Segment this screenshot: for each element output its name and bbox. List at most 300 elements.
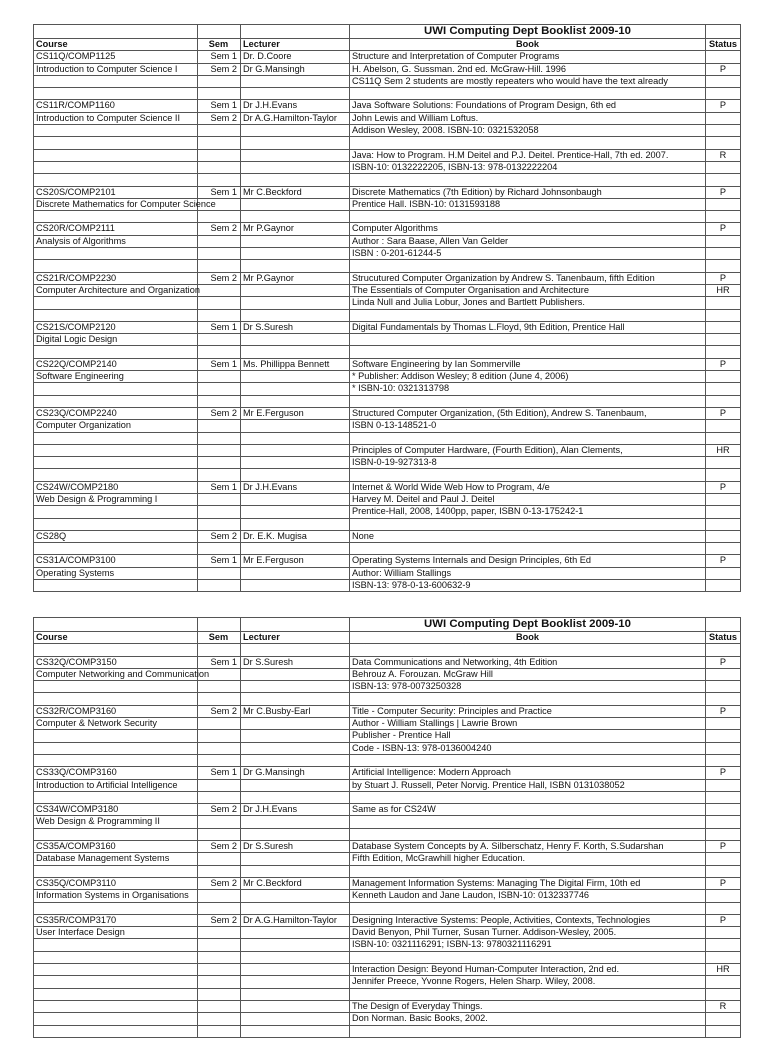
cell-lecturer — [241, 334, 350, 346]
table-row — [34, 371, 741, 383]
cell-status — [706, 457, 741, 469]
cell-status — [706, 334, 741, 346]
cell-status — [706, 309, 741, 321]
cell-status — [706, 681, 741, 693]
cell-book — [350, 211, 706, 223]
cell-status: P — [706, 186, 741, 198]
cell-status: P — [706, 63, 741, 75]
cell-status: P — [706, 656, 741, 668]
cell-status — [706, 951, 741, 963]
table-row — [34, 742, 741, 754]
cell-book: Designing Interactive Systems: People, Activities, Contexts, Technologies — [350, 914, 706, 926]
cell-status — [706, 927, 741, 939]
cell-book: Code - ISBN-13: 978-0136004240 — [350, 742, 706, 754]
table-row — [34, 656, 741, 668]
cell-lecturer — [241, 1000, 350, 1012]
table-row — [34, 198, 741, 210]
cell-course: CS22Q/COMP2140 — [34, 358, 198, 370]
table-row — [34, 481, 741, 493]
cell-status — [706, 137, 741, 149]
cell-status — [706, 693, 741, 705]
cell-sem — [198, 334, 241, 346]
cell-status — [706, 668, 741, 680]
cell-status: P — [706, 481, 741, 493]
cell-course: CS21S/COMP2120 — [34, 321, 198, 333]
cell-status: P — [706, 841, 741, 853]
cell-status — [706, 865, 741, 877]
cell-book — [350, 174, 706, 186]
cell-book: The Essentials of Computer Organisation and Architecture — [350, 284, 706, 296]
cell-book — [350, 828, 706, 840]
cell-status: P — [706, 100, 741, 112]
cell-course — [34, 297, 198, 309]
cell-course — [34, 518, 198, 530]
cell-status — [706, 260, 741, 272]
cell-lecturer — [241, 939, 350, 951]
cell-sem: Sem 2 — [198, 877, 241, 889]
cell-course — [34, 346, 198, 358]
cell-book — [350, 88, 706, 100]
cell-book — [350, 693, 706, 705]
cell-course — [34, 309, 198, 321]
cell-book — [350, 137, 706, 149]
cell-lecturer — [241, 198, 350, 210]
cell-book: Publisher - Prentice Hall — [350, 730, 706, 742]
cell-lecturer: Dr G.Mansingh — [241, 767, 350, 779]
cell-book: Prentice-Hall, 2008, 1400pp, paper, ISBN 0-13-175242-1 — [350, 506, 706, 518]
cell-sem — [198, 149, 241, 161]
cell-course — [34, 791, 198, 803]
cell-sem: Sem 2 — [198, 63, 241, 75]
cell-book: Software Engineering by Ian Sommerville — [350, 358, 706, 370]
cell-book — [350, 432, 706, 444]
table-row — [34, 939, 741, 951]
sheet-title: UWI Computing Dept Booklist 2009-10 — [350, 618, 706, 632]
cell-status — [706, 742, 741, 754]
cell-lecturer — [241, 75, 350, 87]
cell-book: by Stuart J. Russell, Peter Norvig. Prentice Hall, ISBN 0131038052 — [350, 779, 706, 791]
cell-sem — [198, 457, 241, 469]
cell-book: ISBN-13: 978-0-13-600632-9 — [350, 580, 706, 592]
cell-lecturer — [241, 420, 350, 432]
cell-sem — [198, 309, 241, 321]
cell-status — [706, 395, 741, 407]
cell-status: R — [706, 1000, 741, 1012]
cell-sem: Sem 2 — [198, 112, 241, 124]
cell-course: CS11R/COMP1160 — [34, 100, 198, 112]
table-row — [34, 75, 741, 87]
cell-sem: Sem 1 — [198, 481, 241, 493]
cell-sem — [198, 346, 241, 358]
table-row — [34, 407, 741, 419]
cell-lecturer — [241, 779, 350, 791]
cell-book: Structured Computer Organization, (5th Edition), Andrew S. Tanenbaum, — [350, 407, 706, 419]
cell-book: * Publisher: Addison Wesley; 8 edition (June 4, 2006) — [350, 371, 706, 383]
cell-lecturer — [241, 457, 350, 469]
cell-status — [706, 988, 741, 1000]
cell-book — [350, 309, 706, 321]
cell-course: User Interface Design — [34, 927, 198, 939]
cell-sem — [198, 383, 241, 395]
table-row — [34, 125, 741, 137]
cell-status — [706, 853, 741, 865]
header-sem: Sem — [198, 632, 241, 644]
table-row — [34, 137, 741, 149]
cell-course — [34, 1000, 198, 1012]
cell-sem — [198, 432, 241, 444]
cell-lecturer — [241, 890, 350, 902]
cell-lecturer: Dr G.Mansingh — [241, 63, 350, 75]
table-row — [34, 976, 741, 988]
cell-lecturer — [241, 469, 350, 481]
cell-status — [706, 1013, 741, 1025]
table-row — [34, 457, 741, 469]
cell-course: Digital Logic Design — [34, 334, 198, 346]
cell-status — [706, 248, 741, 260]
cell-sem — [198, 75, 241, 87]
cell-book: Strucutured Computer Organization by Andrew S. Tanenbaum, fifth Edition — [350, 272, 706, 284]
cell-lecturer — [241, 235, 350, 247]
cell-course: CS32Q/COMP3150 — [34, 656, 198, 668]
cell-status — [706, 804, 741, 816]
cell-lecturer — [241, 791, 350, 803]
table-row — [34, 530, 741, 542]
cell-lecturer: Ms. Phillippa Bennett — [241, 358, 350, 370]
cell-book — [350, 951, 706, 963]
cell-book: Don Norman. Basic Books, 2002. — [350, 1013, 706, 1025]
cell-lecturer: Dr S.Suresh — [241, 321, 350, 333]
cell-sem — [198, 976, 241, 988]
cell-lecturer — [241, 125, 350, 137]
cell-status — [706, 346, 741, 358]
cell-book — [350, 260, 706, 272]
cell-book: ISBN : 0-201-61244-5 — [350, 248, 706, 260]
cell-course — [34, 644, 198, 656]
cell-sem — [198, 567, 241, 579]
cell-status: P — [706, 555, 741, 567]
cell-sem — [198, 1013, 241, 1025]
cell-course — [34, 506, 198, 518]
cell-sem — [198, 444, 241, 456]
cell-lecturer: Dr. D.Coore — [241, 51, 350, 63]
cell-book: Computer Algorithms — [350, 223, 706, 235]
table-row — [34, 358, 741, 370]
table-row — [34, 346, 741, 358]
table-row — [34, 248, 741, 260]
cell-course: Computer & Network Security — [34, 718, 198, 730]
cell-sem: Sem 2 — [198, 841, 241, 853]
cell-sem — [198, 1000, 241, 1012]
cell-sem: Sem 1 — [198, 186, 241, 198]
cell-lecturer: Dr S.Suresh — [241, 656, 350, 668]
table-row — [34, 902, 741, 914]
table-row — [34, 518, 741, 530]
cell-sem — [198, 902, 241, 914]
cell-book: ISBN-10: 0132222205, ISBN-13: 978-0132222204 — [350, 161, 706, 173]
cell-sem — [198, 506, 241, 518]
header-status: Status — [706, 632, 741, 644]
cell-status — [706, 371, 741, 383]
cell-sem — [198, 742, 241, 754]
table-row — [34, 112, 741, 124]
cell-course — [34, 457, 198, 469]
table-row — [34, 914, 741, 926]
cell-course — [34, 248, 198, 260]
cell-book: None — [350, 530, 706, 542]
table-row — [34, 668, 741, 680]
cell-course — [34, 383, 198, 395]
cell-status — [706, 543, 741, 555]
table-row — [34, 174, 741, 186]
cell-sem — [198, 791, 241, 803]
cell-course — [34, 444, 198, 456]
cell-sem — [198, 235, 241, 247]
cell-course: Introduction to Computer Science I — [34, 63, 198, 75]
cell-course: Computer Architecture and Organization — [34, 284, 198, 296]
cell-status — [706, 816, 741, 828]
title-row — [34, 25, 741, 39]
table-row — [34, 272, 741, 284]
cell-status — [706, 890, 741, 902]
cell-sem — [198, 718, 241, 730]
table-row — [34, 828, 741, 840]
cell-lecturer: Mr C.Busby-Earl — [241, 705, 350, 717]
cell-book — [350, 346, 706, 358]
cell-book: Java Software Solutions: Foundations of Program Design, 6th ed — [350, 100, 706, 112]
cell-status: HR — [706, 444, 741, 456]
cell-course — [34, 174, 198, 186]
table-row — [34, 1000, 741, 1012]
cell-book — [350, 988, 706, 1000]
cell-course: CS31A/COMP3100 — [34, 555, 198, 567]
table-row — [34, 321, 741, 333]
cell-book — [350, 395, 706, 407]
table-row — [34, 865, 741, 877]
cell-lecturer — [241, 754, 350, 766]
table-row — [34, 890, 741, 902]
cell-lecturer — [241, 518, 350, 530]
cell-status: P — [706, 705, 741, 717]
cell-status: P — [706, 223, 741, 235]
table-row — [34, 767, 741, 779]
table-row — [34, 693, 741, 705]
cell-course: CS11Q/COMP1125 — [34, 51, 198, 63]
cell-book: Title - Computer Security: Principles and Practice — [350, 705, 706, 717]
table-row — [34, 51, 741, 63]
cell-status — [706, 828, 741, 840]
cell-lecturer — [241, 284, 350, 296]
cell-course: CS35R/COMP3170 — [34, 914, 198, 926]
table-row — [34, 804, 741, 816]
cell-sem — [198, 988, 241, 1000]
header-course: Course — [34, 39, 198, 51]
table-row — [34, 730, 741, 742]
cell-status: HR — [706, 964, 741, 976]
cell-book: Internet & World Wide Web How to Program, 4/e — [350, 481, 706, 493]
table-row — [34, 420, 741, 432]
cell-book: Interaction Design: Beyond Human-Computer Interaction, 2nd ed. — [350, 964, 706, 976]
table-row — [34, 63, 741, 75]
cell-status — [706, 297, 741, 309]
cell-course: Computer Networking and Communication — [34, 668, 198, 680]
cell-lecturer: Dr. E.K. Mugisa — [241, 530, 350, 542]
cell-lecturer: Dr A.G.Hamilton-Taylor — [241, 914, 350, 926]
table-row — [34, 779, 741, 791]
cell-book: Harvey M. Deitel and Paul J. Deitel — [350, 493, 706, 505]
cell-course: CS21R/COMP2230 — [34, 272, 198, 284]
cell-course — [34, 976, 198, 988]
cell-sem — [198, 469, 241, 481]
cell-book — [350, 754, 706, 766]
cell-sem — [198, 395, 241, 407]
title-row — [34, 618, 741, 632]
cell-lecturer — [241, 828, 350, 840]
cell-status — [706, 530, 741, 542]
cell-status — [706, 939, 741, 951]
table-row — [34, 718, 741, 730]
booklist-table-2-body — [34, 618, 741, 1038]
cell-course — [34, 988, 198, 1000]
cell-book: Operating Systems Internals and Design Principles, 6th Ed — [350, 555, 706, 567]
cell-status — [706, 420, 741, 432]
cell-book: Structure and Interpretation of Computer Programs — [350, 51, 706, 63]
table-row — [34, 309, 741, 321]
table-row — [34, 223, 741, 235]
cell-book: John Lewis and William Loftus. — [350, 112, 706, 124]
header-lecturer: Lecturer — [241, 632, 350, 644]
cell-lecturer — [241, 137, 350, 149]
table-row — [34, 567, 741, 579]
cell-sem — [198, 927, 241, 939]
booklist-table-1 — [33, 24, 741, 592]
cell-status — [706, 518, 741, 530]
cell-course — [34, 1025, 198, 1037]
cell-sem: Sem 2 — [198, 914, 241, 926]
cell-book — [350, 791, 706, 803]
header-lecturer: Lecturer — [241, 39, 350, 51]
cell-sem — [198, 420, 241, 432]
cell-sem — [198, 1025, 241, 1037]
table-row — [34, 260, 741, 272]
cell-status — [706, 493, 741, 505]
cell-lecturer: Dr S.Suresh — [241, 841, 350, 853]
cell-book — [350, 543, 706, 555]
cell-lecturer — [241, 964, 350, 976]
cell-course — [34, 1013, 198, 1025]
cell-lecturer: Mr P.Gaynor — [241, 272, 350, 284]
cell-lecturer: Mr E.Ferguson — [241, 407, 350, 419]
cell-sem — [198, 865, 241, 877]
cell-course — [34, 432, 198, 444]
cell-lecturer: Dr J.H.Evans — [241, 804, 350, 816]
cell-course: CS28Q — [34, 530, 198, 542]
cell-lecturer — [241, 853, 350, 865]
cell-sem — [198, 284, 241, 296]
cell-status: HR — [706, 284, 741, 296]
cell-lecturer: Dr J.H.Evans — [241, 100, 350, 112]
cell-lecturer — [241, 668, 350, 680]
header-course: Course — [34, 632, 198, 644]
cell-course — [34, 693, 198, 705]
cell-course — [34, 543, 198, 555]
table-row — [34, 580, 741, 592]
cell-course — [34, 951, 198, 963]
cell-sem — [198, 939, 241, 951]
table-row — [34, 235, 741, 247]
cell-sem — [198, 161, 241, 173]
table-row — [34, 100, 741, 112]
cell-course — [34, 469, 198, 481]
cell-course: Discrete Mathematics for Computer Science — [34, 198, 198, 210]
header-book: Book — [350, 39, 706, 51]
cell-course: Web Design & Programming II — [34, 816, 198, 828]
cell-book: Author: William Stallings — [350, 567, 706, 579]
cell-course: Computer Organization — [34, 420, 198, 432]
cell-book: * ISBN-10: 0321313798 — [350, 383, 706, 395]
table-row — [34, 1025, 741, 1037]
cell-book: David Benyon, Phil Turner, Susan Turner. Addison-Wesley, 2005. — [350, 927, 706, 939]
cell-book: Principles of Computer Hardware, (Fourth Edition), Alan Clements, — [350, 444, 706, 456]
cell-course: Software Engineering — [34, 371, 198, 383]
table-row — [34, 284, 741, 296]
table-row — [34, 816, 741, 828]
cell-sem: Sem 1 — [198, 321, 241, 333]
booklist-table-1-body — [34, 25, 741, 592]
cell-book: Data Communications and Networking, 4th Edition — [350, 656, 706, 668]
cell-book: Same as for CS24W — [350, 804, 706, 816]
cell-sem: Sem 2 — [198, 272, 241, 284]
cell-sem — [198, 260, 241, 272]
table-row — [34, 506, 741, 518]
cell-course — [34, 88, 198, 100]
cell-book — [350, 1025, 706, 1037]
cell-lecturer — [241, 543, 350, 555]
cell-sem — [198, 681, 241, 693]
cell-lecturer — [241, 432, 350, 444]
table-row — [34, 88, 741, 100]
cell-status — [706, 51, 741, 63]
sheet-title: UWI Computing Dept Booklist 2009-10 — [350, 25, 706, 39]
table-row — [34, 444, 741, 456]
cell-sem — [198, 125, 241, 137]
table-row — [34, 297, 741, 309]
table-row — [34, 964, 741, 976]
cell-status — [706, 383, 741, 395]
table-row — [34, 644, 741, 656]
cell-status: P — [706, 407, 741, 419]
cell-sem — [198, 890, 241, 902]
cell-sem: Sem 2 — [198, 804, 241, 816]
table-row — [34, 841, 741, 853]
cell-sem: Sem 1 — [198, 358, 241, 370]
cell-status — [706, 730, 741, 742]
cell-book: Linda Null and Julia Lobur, Jones and Bartlett Publishers. — [350, 297, 706, 309]
cell-lecturer — [241, 383, 350, 395]
cell-book: Jennifer Preece, Yvonne Rogers, Helen Sharp. Wiley, 2008. — [350, 976, 706, 988]
cell-course — [34, 865, 198, 877]
cell-course: CS33Q/COMP3160 — [34, 767, 198, 779]
table-row — [34, 988, 741, 1000]
cell-course — [34, 260, 198, 272]
cell-course: CS35Q/COMP3110 — [34, 877, 198, 889]
cell-course: Web Design & Programming I — [34, 493, 198, 505]
cell-course: CS32R/COMP3160 — [34, 705, 198, 717]
table-row — [34, 853, 741, 865]
cell-sem — [198, 248, 241, 260]
cell-lecturer: Dr J.H.Evans — [241, 481, 350, 493]
cell-course: Database Management Systems — [34, 853, 198, 865]
cell-status — [706, 779, 741, 791]
